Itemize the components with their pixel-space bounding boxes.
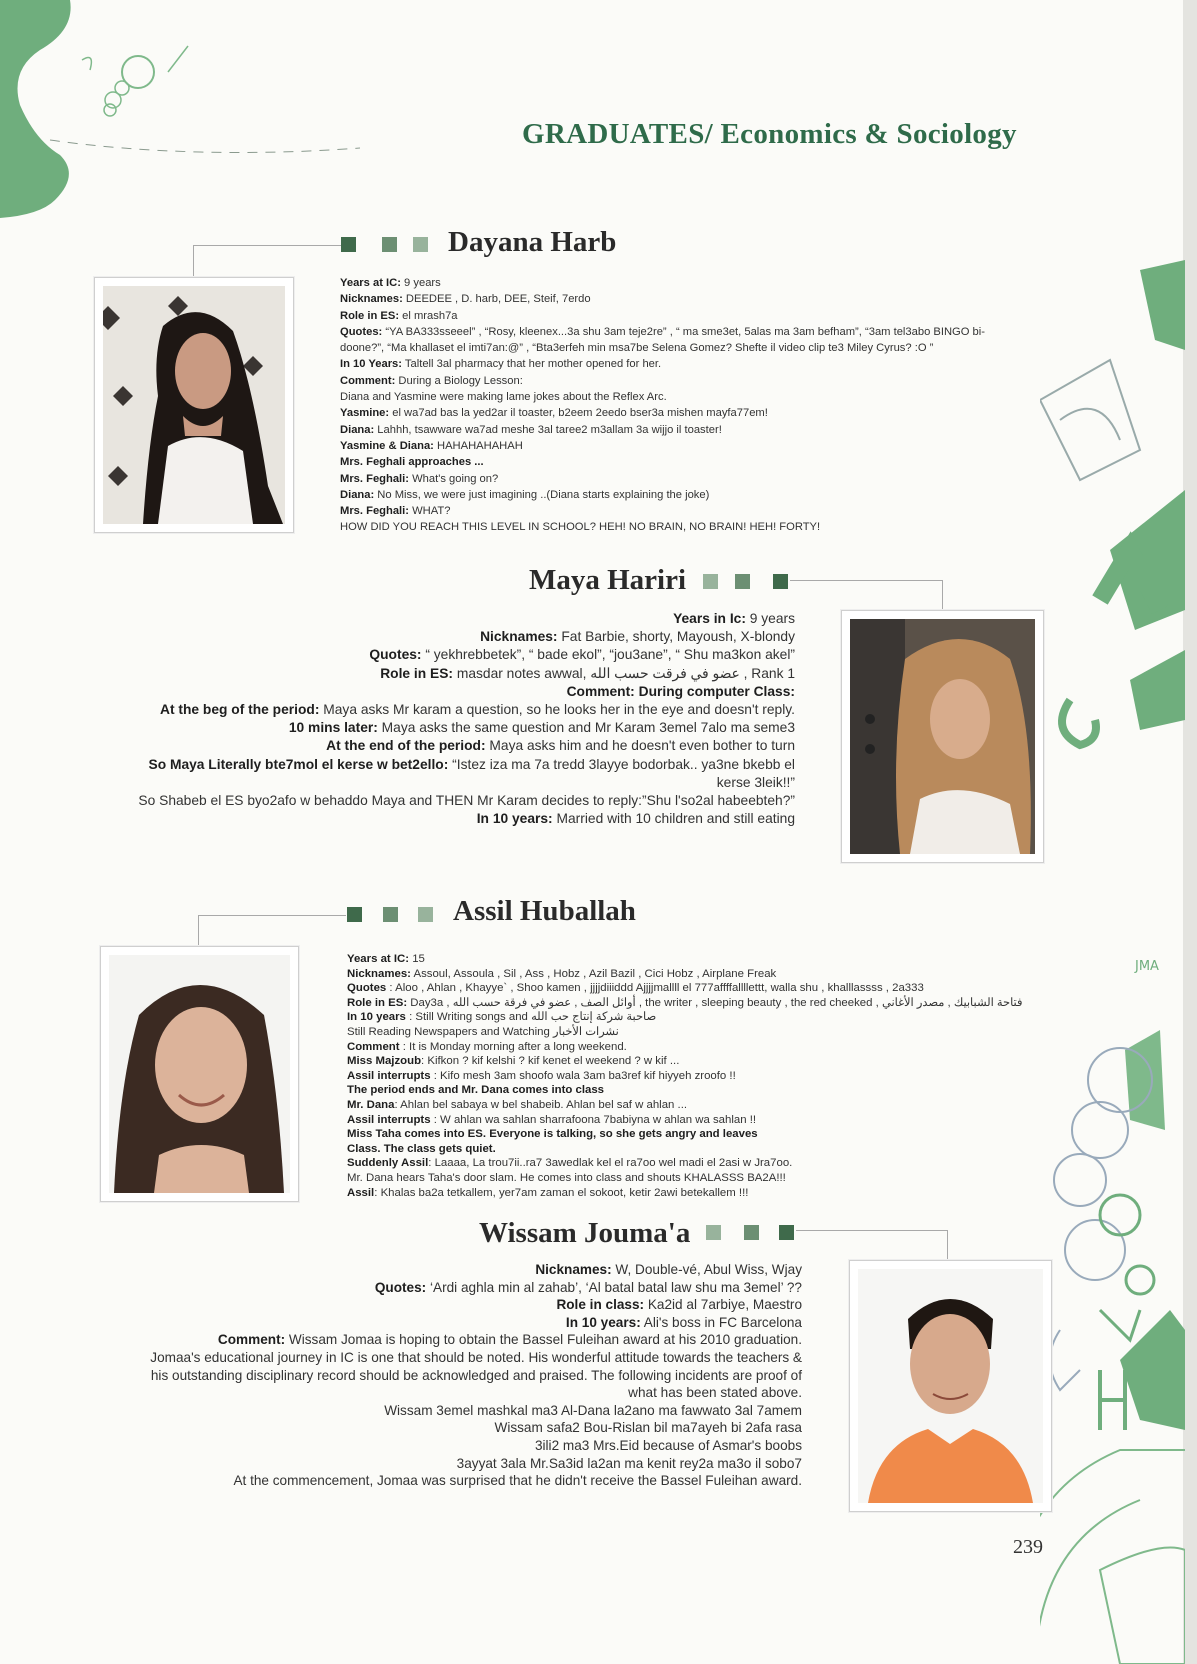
bio-line: Role in class: Ka2id al 7arbiye, Maestro bbox=[556, 1297, 802, 1313]
portrait-image bbox=[850, 619, 1035, 854]
bio-line: Jomaa's educational journey in IC is one that should be noted. His wonderful attitude towards the teachers & bbox=[150, 1349, 802, 1365]
bio-line: Yasmine & Diana: HAHAHAHAHAH bbox=[340, 439, 523, 452]
student-name: Dayana Harb bbox=[448, 226, 617, 258]
bio-line: Role in ES: masdar notes awwal, عضو في فرقت حسب الله , Rank 1 bbox=[380, 665, 795, 681]
square-marker bbox=[779, 1225, 794, 1240]
bio-line: 3ili2 ma3 Mrs.Eid because of Asmar's boobs bbox=[534, 1437, 802, 1453]
portrait-image bbox=[109, 955, 290, 1193]
square-marker bbox=[347, 907, 362, 922]
bio-line: At the commencement, Jomaa was surprised that he didn't receive the Bassel Fuleihan award. bbox=[233, 1473, 802, 1489]
square-marker bbox=[413, 237, 428, 252]
bio-line: Assil interrupts : W ahlan wa sahlan sharrafoona 7babiyna w ahlan wa sahlan !! bbox=[347, 1113, 757, 1126]
bio-line: Nicknames: DEEDEE , D. harb, DEE, Steif, 7erdo bbox=[340, 293, 591, 306]
connector-line bbox=[796, 1230, 948, 1261]
bio-line: Comment: Wissam Jomaa is hoping to obtain the Bassel Fuleihan award at his 2010 graduation. bbox=[217, 1332, 802, 1348]
svg-text:JMA: JMA bbox=[1135, 959, 1159, 974]
bio-line: Quotes: ‘Ardi aghla min al zahab’, ‘Al batal batal law shu ma 3emel’ ?? bbox=[374, 1279, 802, 1295]
student-name: Maya Hariri bbox=[529, 564, 687, 596]
bio-line: Assil: Khalas ba2a tetkallem, yer7am zaman el sokoot, ketir 2awi betekallem !!! bbox=[347, 1186, 749, 1199]
page-title: GRADUATES/ Economics & Sociology bbox=[522, 118, 1017, 150]
bio-line: Nicknames: Fat Barbie, shorty, Mayoush, X-blondy bbox=[480, 629, 795, 645]
bio-line: what has been stated above. bbox=[628, 1385, 802, 1401]
page-edge bbox=[1183, 0, 1197, 1664]
student-photo bbox=[100, 946, 299, 1202]
student-photo bbox=[94, 277, 294, 533]
connector-line bbox=[790, 580, 943, 611]
square-marker bbox=[773, 574, 788, 589]
bio-line: Class. The class gets quiet. bbox=[347, 1142, 496, 1155]
bio-line: Diana: No Miss, we were just imagining ..(Diana starts explaining the joke) bbox=[340, 488, 710, 501]
student-name: Assil Huballah bbox=[453, 895, 636, 927]
bio-line: Diana: Lahhh, tsawware wa7ad meshe 3al taree2 m3allam 3a wijjo il toaster! bbox=[340, 423, 722, 436]
bio-line: Mrs. Feghali: WHAT? bbox=[340, 505, 451, 518]
student-bio bbox=[138, 610, 795, 828]
square-marker bbox=[735, 574, 750, 589]
bio-line: The period ends and Mr. Dana comes into class bbox=[347, 1084, 604, 1097]
bio-line: Nicknames: Assoul, Assoula , Sil , Ass , Hobz , Azil Bazil , Cici Hobz , Airplane Freak bbox=[347, 967, 777, 980]
bio-line: HOW DID YOU REACH THIS LEVEL IN SCHOOL? HEH! NO BRAIN, NO BRAIN! HEH! FORTY! bbox=[340, 521, 821, 534]
bio-line: Still Reading Newspapers and Watching نشرات الأخبار bbox=[347, 1025, 619, 1038]
page-number: 239 bbox=[1013, 1536, 1043, 1558]
portrait-image bbox=[858, 1269, 1043, 1503]
bio-line: Comment: During a Biology Lesson: bbox=[340, 374, 523, 387]
square-marker bbox=[706, 1225, 721, 1240]
bio-line: Years at IC: 15 bbox=[347, 953, 425, 965]
bio-line: Mrs. Feghali: What's going on? bbox=[340, 472, 499, 485]
square-marker bbox=[382, 237, 397, 252]
student-bio bbox=[340, 275, 985, 536]
bio-line: 3ayyat 3ala Mr.Sa3id la2an ma kenit rey2a ma3o il sobo7 bbox=[456, 1455, 802, 1471]
bio-line: Comment: During computer Class: bbox=[566, 683, 795, 699]
square-marker bbox=[418, 907, 433, 922]
bio-line: In 10 years: Married with 10 children and still eating bbox=[476, 811, 795, 827]
bio-line: his outstanding disciplinary record should be acknowledged and praised. The following incidents are proof of bbox=[150, 1367, 802, 1383]
bio-line: Years at IC: 9 years bbox=[340, 277, 441, 289]
square-marker bbox=[703, 574, 718, 589]
connector-line bbox=[198, 915, 346, 946]
bio-line: Assil interrupts : Kifo mesh 3am shoofo wala 3am ba3ref kif hiyyeh zroofo !! bbox=[347, 1069, 736, 1082]
bio-line: Nicknames: W, Double-vé, Abul Wiss, Wjay bbox=[535, 1262, 802, 1277]
side-decoration bbox=[1040, 250, 1185, 1664]
bio-line: Suddenly Assil: Laaaa, La trou7ii..ra7 3awedlak kel el ra7oo wel madi el 2asi w Jra7oo. bbox=[347, 1157, 793, 1170]
bio-line: Wissam 3emel mashkal ma3 Al-Dana la2ano ma fawwato 3al 7amem bbox=[384, 1402, 802, 1418]
bio-line: So Shabeb el ES byo2afo w behaddo Maya and THEN Mr Karam decides to reply:”Shu l'so2al habeebteh?” bbox=[138, 793, 795, 809]
bio-line: At the end of the period: Maya asks him and he doesn't even bother to turn bbox=[326, 738, 795, 754]
student-photo bbox=[849, 1260, 1052, 1512]
bio-line: Quotes: “YA BA333sseeel” , “Rosy, kleenex...3a shu 3am teje2re” , “ ma sme3et, 5alas ma 3am befham”, “3am tel3abo BINGO bi- bbox=[340, 325, 985, 338]
bio-line: 10 mins later: Maya asks the same question and Mr Karam 3emel 7alo ma seme3 bbox=[288, 720, 795, 736]
bio-line: Miss Taha comes into ES. Everyone is talking, so she gets angry and leaves bbox=[347, 1128, 758, 1141]
square-marker bbox=[383, 907, 398, 922]
bio-line: Mr. Dana hears Taha's door slam. He comes into class and shouts KHALASSS BA2A!!! bbox=[347, 1171, 786, 1184]
bio-line: kerse 3leik!!” bbox=[716, 774, 795, 790]
student-bio bbox=[150, 1261, 802, 1490]
student-photo bbox=[841, 610, 1044, 863]
bio-line: Role in ES: el mrash7a bbox=[340, 309, 458, 322]
portrait-image bbox=[103, 286, 285, 524]
bio-line: Mrs. Feghali approaches ... bbox=[340, 456, 484, 469]
bio-line: Mr. Dana: Ahlan bel sabaya w bel shabeib. Ahlan bel saf w ahlan ... bbox=[347, 1098, 688, 1111]
bio-line: In 10 Years: Taltell 3al pharmacy that her mother opened for her. bbox=[340, 358, 662, 371]
bio-line: Quotes: “ yekhrebbetek”, “ bade ekol”, “jou3ane”, “ Shu ma3kon akel” bbox=[369, 647, 795, 663]
bio-line: doone?”, “Ma khallaset el imti7an:@” , “Bta3erfeh min msa7be Selena Gomez? Shefte il video clip te3 Miley Cyrus? :O ” bbox=[340, 342, 934, 355]
bio-line: Diana and Yasmine were making lame jokes about the Reflex Arc. bbox=[340, 391, 667, 404]
bio-line: Quotes : Aloo , Ahlan , Khayye` , Shoo kamen , jjjjdiiiddd Ajjjjmallll el 777affffallllettt, walla shu , khalllassss , 2a333 bbox=[347, 982, 924, 995]
bio-line: Comment : It is Monday morning after a long weekend. bbox=[347, 1040, 627, 1053]
student-bio bbox=[347, 952, 1022, 1200]
bio-line: Wissam safa2 Bou-Rislan bil ma7ayeh bi 2afa rasa bbox=[494, 1420, 802, 1436]
student-name: Wissam Jouma'a bbox=[479, 1217, 691, 1249]
square-marker bbox=[341, 237, 356, 252]
bio-line: In 10 years : Still Writing songs and صاحبة شركة إنتاج حب الله bbox=[347, 1011, 657, 1024]
corner-decoration bbox=[0, 0, 370, 230]
bio-line: Miss Majzoub: Kifkon ? kif kelshi ? kif kenet el weekend ? w kif ... bbox=[347, 1055, 680, 1068]
bio-line: So Maya Literally bte7mol el kerse w bet2ello: “Istez iza ma 7a tredd 3layye bodorbak.. ya3ne bkebb el bbox=[148, 756, 795, 772]
bio-line: At the beg of the period: Maya asks Mr karam a question, so he looks her in the eye and doesn't reply. bbox=[160, 702, 795, 718]
bio-line: Yasmine: el wa7ad bas la yed2ar il toaster, b2eem 2eedo bser3a mishen mayfa77em! bbox=[340, 407, 768, 420]
bio-line: Role in ES: Day3a , أوائل الصف , عضو في فرقة حسب الله , the writer , sleeping beauty , the red cheeked , فتاحة الشبابيك , مصدر الأغاني bbox=[347, 996, 1023, 1009]
bio-line: Years in Ic: 9 years bbox=[673, 611, 795, 626]
square-marker bbox=[744, 1225, 759, 1240]
connector-line bbox=[193, 245, 341, 278]
bio-line: In 10 years: Ali's boss in FC Barcelona bbox=[565, 1314, 802, 1330]
